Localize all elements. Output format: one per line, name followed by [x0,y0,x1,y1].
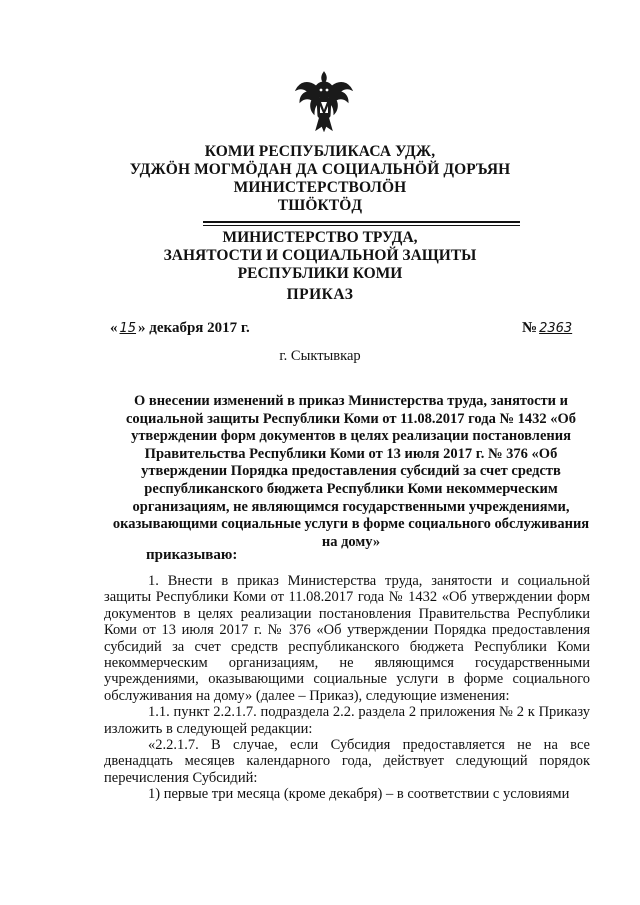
body-paragraph: 1) первые три месяца (кроме декабря) – в соответствии с условиями [148,786,570,803]
directive-word: приказываю: [146,547,238,563]
order-body [104,573,590,803]
header-divider-thin [203,225,520,226]
document-type-heading: ПРИКАЗ [286,286,354,303]
komi-coat-of-arms-emblem [294,70,354,132]
body-paragraph: 1.1. пункт 2.2.1.7. подраздела 2.2. раздела 2 приложения № 2 к Приказу изложить в следующей редакции: [104,704,590,737]
komi-header-line: МИНИСТЕРСТВОЛӦН [233,179,407,196]
handwritten-day: 15 [119,321,137,336]
body-paragraph: 1. Внести в приказ Министерства труда, занятости и социальной защиты Республики Коми от 11.08.2017 года № 1432 «Об утверждении форм документов в целях реализации постановления Правительства Республики Коми от 13 июля 2017 г. № 376 «Об утверждении Порядка предоставления субсидий за счет средств республиканского бюджета Республики Коми некоммерческим организациям, не являющимся государственными учреждениями, оказывающими социальные услуги в форме социального обслуживания на дому» (далее – Приказ), следующие изменения: [104,573,590,704]
ministry-header-line: РЕСПУБЛИКИ КОМИ [237,265,403,282]
komi-header-line: ТШӦКТӦД [277,197,363,214]
date-open-quote: « [110,320,118,336]
date-close-quote: » [138,320,146,336]
order-title: О внесении изменений в приказ Министерства труда, занятости и социальной защиты Республики Коми от 11.08.2017 года № 1432 «Об утверждении форм документов в целях реализации постановления Правительства Республики Коми от 13 июля 2017 г. № 376 «Об утверждении Порядка предоставления субсидий за счет средств республиканского бюджета Республики Коми некоммерческим организациям, не являющимся государственными учреждениями, оказывающими социальные услуги в форме социального обслуживания на дому» [112,393,590,550]
ministry-header [0,229,640,283]
number-prefix: № [522,320,538,336]
komi-header-line: УДЖӦН МОГМӦДАН ДА СОЦИАЛЬНӦЙ ДОРЪЯН [129,161,511,178]
city-name: г. Сыктывкар [279,348,361,364]
komi-language-header [0,143,640,215]
header-divider-thick [203,221,520,223]
ministry-header-line: ЗАНЯТОСТИ И СОЦИАЛЬНОЙ ЗАЩИТЫ [163,247,477,264]
body-paragraph: «2.2.1.7. В случае, если Субсидия предоставляется не на все двенадцать месяцев календарного года, действует следующий порядок перечисления Субсидий: [104,737,590,786]
order-date [110,320,250,337]
komi-header-line: КОМИ РЕСПУБЛИКАСА УДЖ, [204,143,436,160]
ministry-header-line: МИНИСТЕРСТВО ТРУДА, [222,229,418,246]
handwritten-order-number: 2363 [539,321,573,336]
order-number [522,320,574,337]
date-month-year: декабря 2017 г. [145,320,250,336]
